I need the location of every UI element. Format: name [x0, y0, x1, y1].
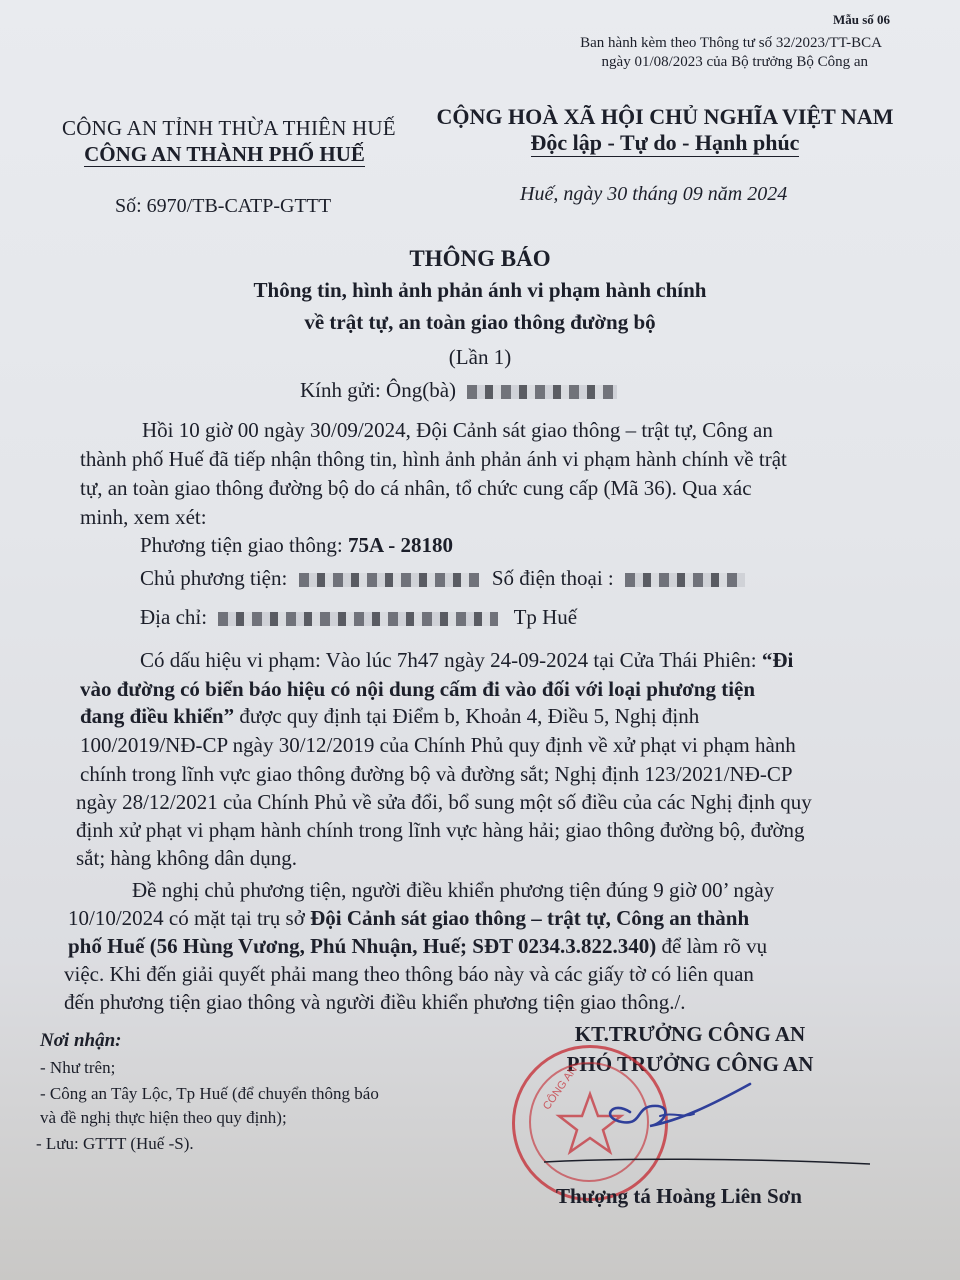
- violation-line-4: 100/2019/NĐ-CP ngày 30/12/2019 của Chính Phủ quy định về xử phạt vi phạm hành: [80, 733, 796, 757]
- signature-underline: [540, 1152, 880, 1182]
- redacted-address: [218, 612, 498, 626]
- owner-line: Chủ phương tiện: Số điện thoại :: [140, 566, 745, 591]
- paragraph-1-line-1: Hồi 10 giờ 00 ngày 30/09/2024, Đội Cảnh sát giao thông – trật tự, Công an: [142, 418, 773, 442]
- signer-name: Thượng tá Hoàng Liên Sơn: [556, 1184, 802, 1208]
- recipient-1: - Như trên;: [40, 1058, 116, 1077]
- request-line-1: Đề nghị chủ phương tiện, người điều khiển phương tiện đúng 9 giờ 00’ ngày: [132, 878, 775, 902]
- violation-line-2: vào đường có biển báo hiệu có nội dung cấm đi vào đối với loại phương tiện: [80, 677, 756, 701]
- redacted-owner: [299, 573, 479, 587]
- address-line: Địa chỉ: Tp Huế: [140, 605, 578, 629]
- document-subtitle-1: Thông tin, hình ảnh phản ánh vi phạm hành chính: [253, 278, 707, 302]
- violation-line-5: chính trong lĩnh vực giao thông đường bộ và đường sắt; Nghị định 123/2021/NĐ-CP: [80, 762, 793, 786]
- recipient-2: - Công an Tây Lộc, Tp Huế (để chuyển thông báo: [40, 1084, 379, 1103]
- paragraph-1-line-3: tự, an toàn giao thông đường bộ do cá nhân, tổ chức cung cấp (Mã 36). Qua xác: [80, 476, 752, 500]
- request-line-5: đến phương tiện giao thông và người điều khiển phương tiện giao thông./.: [64, 990, 686, 1014]
- violation-line-1: Có dấu hiệu vi phạm: Vào lúc 7h47 ngày 24-09-2024 tại Cửa Thái Phiên: “Đi: [140, 648, 794, 672]
- recipient-2-cont: và đề nghị thực hiện theo quy định);: [40, 1108, 287, 1127]
- signature-title-1: KT.TRƯỞNG CÔNG AN: [574, 1022, 806, 1046]
- request-line-4: việc. Khi đến giải quyết phải mang theo thông báo này và các giấy tờ có liên quan: [64, 962, 754, 986]
- license-plate: 75A - 28180: [347, 533, 453, 557]
- agency-parent: CÔNG AN TỈNH THỪA THIÊN HUẾ: [62, 116, 396, 140]
- recipient-3: - Lưu: GTTT (Huế -S).: [36, 1134, 194, 1153]
- request-line-2: 10/10/2024 có mặt tại trụ sở Đội Cảnh sát giao thông – trật tự, Công an thành: [68, 906, 750, 930]
- issued-by-line-2: ngày 01/08/2023 của Bộ trưởng Bộ Công an: [601, 54, 868, 70]
- national-title: CỘNG HOÀ XÃ HỘI CHỦ NGHĨA VIỆT NAM: [436, 104, 894, 129]
- violation-line-3: đang điều khiển” được quy định tại Điểm b, Khoản 4, Điều 5, Nghị định: [80, 704, 700, 728]
- seal-text: CÔNG AN: [540, 1063, 580, 1113]
- addressee-line: Kính gửi: Ông(bà): [300, 378, 617, 403]
- issued-by-line-1: Ban hành kèm theo Thông tư số 32/2023/TT-BCA: [580, 35, 882, 51]
- recipients-title: Nơi nhận:: [40, 1030, 122, 1051]
- form-number: Mẫu số 06: [832, 12, 890, 27]
- request-line-3: phố Huế (56 Hùng Vương, Phú Nhuận, Huế; SĐT 0234.3.822.340) để làm rõ vụ: [68, 934, 768, 958]
- violation-line-6: ngày 28/12/2021 của Chính Phủ về sửa đổi, bổ sung một số điều của các Nghị định quy: [76, 790, 812, 814]
- paragraph-1-line-4: minh, xem xét:: [80, 505, 207, 529]
- national-motto: Độc lập - Tự do - Hạnh phúc: [530, 130, 800, 155]
- vehicle-line: Phương tiện giao thông: 75A - 28180: [140, 533, 453, 557]
- attempt-number: (Lần 1): [448, 345, 512, 369]
- document-title: THÔNG BÁO: [409, 246, 551, 271]
- redacted-phone: [625, 573, 745, 587]
- document-subtitle-2: về trật tự, an toàn giao thông đường bộ: [304, 310, 656, 334]
- violation-line-7: định xử phạt vi phạm hành chính trong lĩnh vực hàng hải; giao thông đường bộ, đường: [76, 818, 805, 842]
- place-date: Huế, ngày 30 tháng 09 năm 2024: [520, 183, 788, 205]
- signature-title-2: PHÓ TRƯỞNG CÔNG AN: [566, 1052, 814, 1076]
- redacted-name: [467, 385, 617, 399]
- paragraph-1-line-2: thành phố Huế đã tiếp nhận thông tin, hình ảnh phản ánh vi phạm hành chính về trật: [80, 447, 787, 471]
- violation-line-8: sắt; hàng không dân dụng.: [76, 846, 298, 870]
- document-number: Số: 6970/TB-CATP-GTTT: [115, 195, 332, 217]
- agency-name: CÔNG AN THÀNH PHỐ HUẾ: [84, 142, 365, 166]
